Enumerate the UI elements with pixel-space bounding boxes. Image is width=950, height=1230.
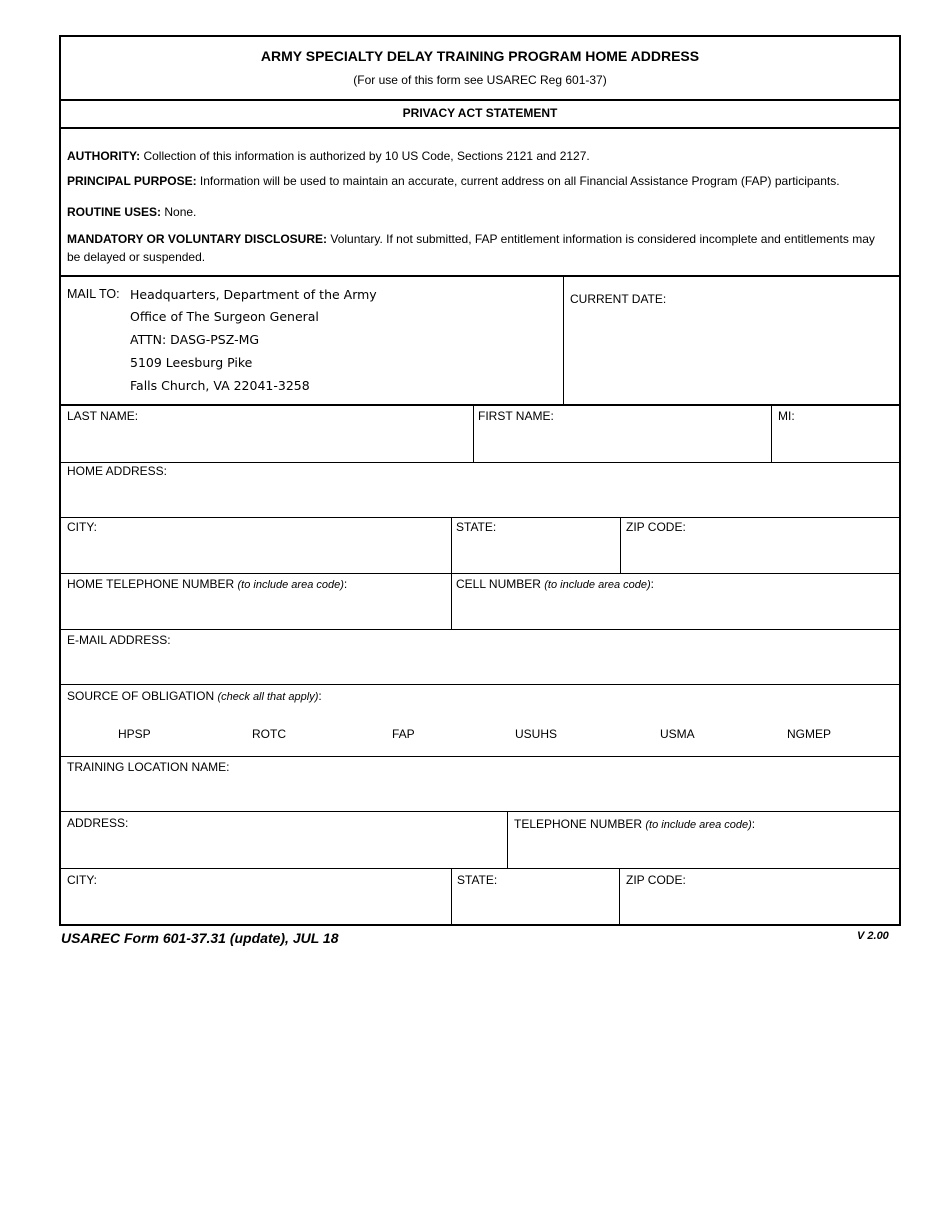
- cell-label: [456, 577, 654, 591]
- divider: [619, 869, 620, 924]
- source-label: [67, 689, 322, 703]
- home-phone-input[interactable]: [63, 593, 449, 627]
- option-usuhs[interactable]: USUHS: [515, 727, 558, 741]
- mail-to-label: MAIL TO:: [67, 287, 120, 301]
- divider: [61, 127, 899, 129]
- divider: [507, 812, 508, 869]
- divider: [61, 462, 899, 463]
- source-colon: :: [318, 689, 322, 703]
- zip-label: ZIP CODE:: [626, 520, 686, 534]
- telephone-label-text: TELEPHONE NUMBER: [514, 817, 643, 831]
- divider: [473, 405, 474, 462]
- option-hpsp[interactable]: HPSP: [118, 727, 151, 741]
- email-input[interactable]: [63, 649, 897, 682]
- zip2-input[interactable]: [622, 889, 897, 922]
- current-date-field[interactable]: [566, 307, 899, 403]
- mail-line-1: Headquarters, Department of the Army: [130, 287, 377, 302]
- divider: [620, 518, 621, 574]
- telephone-label: [514, 817, 755, 831]
- state2-input[interactable]: [454, 889, 617, 922]
- form-subtitle: (For use of this form see USAREC Reg 601-37): [353, 73, 607, 87]
- divider: [61, 573, 899, 574]
- address-label: ADDRESS:: [67, 816, 129, 830]
- zip2-label: ZIP CODE:: [626, 873, 686, 887]
- divider: [451, 574, 452, 629]
- city2-input[interactable]: [63, 889, 450, 922]
- divider: [61, 517, 899, 518]
- authority-line: [67, 149, 590, 163]
- divider: [61, 684, 899, 685]
- divider: [61, 275, 899, 277]
- state-input[interactable]: [454, 536, 618, 572]
- telephone-note: (to include area code): [645, 819, 752, 831]
- purpose-line: [67, 174, 840, 188]
- divider: [61, 404, 899, 406]
- purpose-text: Information will be used to maintain an accurate, current address on all Financial Assistance Program (FAP) participants.: [199, 174, 840, 188]
- authority-text: Collection of this information is authorized by 10 US Code, Sections 2121 and 2127.: [143, 149, 590, 163]
- divider: [61, 629, 899, 630]
- divider: [563, 276, 564, 404]
- address-form: [59, 35, 901, 926]
- first-name-label: FIRST NAME:: [478, 409, 554, 423]
- disclosure-text: Voluntary. If not submitted, FAP entitlement information is considered incomplete and entitlements may: [330, 232, 875, 246]
- last-name-label: LAST NAME:: [67, 409, 139, 423]
- email-label: E-MAIL ADDRESS:: [67, 633, 171, 647]
- option-usma[interactable]: USMA: [660, 727, 695, 741]
- home-phone-colon: :: [343, 577, 348, 591]
- divider: [61, 756, 899, 757]
- option-rotc[interactable]: ROTC: [252, 727, 286, 741]
- cell-note: (to include area code): [544, 579, 651, 591]
- disclosure-label: MANDATORY OR VOLUNTARY DISCLOSURE:: [67, 232, 328, 246]
- divider: [61, 868, 899, 869]
- mi-label: MI:: [778, 409, 795, 423]
- zip-input[interactable]: [623, 536, 897, 572]
- divider: [451, 869, 452, 924]
- form-title: ARMY SPECIALTY DELAY TRAINING PROGRAM HOME ADDRESS: [260, 48, 700, 64]
- home-phone-label: [67, 577, 347, 591]
- mail-line-2: Office of The Surgeon General: [130, 309, 319, 324]
- telephone-colon: :: [751, 817, 756, 831]
- routine-text: None.: [164, 205, 197, 219]
- address-input[interactable]: [63, 832, 505, 867]
- privacy-heading: PRIVACY ACT STATEMENT: [402, 106, 558, 120]
- divider: [61, 811, 899, 812]
- last-name-input[interactable]: [63, 425, 471, 461]
- home-phone-note: (to include area code): [237, 579, 344, 591]
- state2-label: STATE:: [457, 873, 498, 887]
- telephone-input[interactable]: [510, 833, 897, 867]
- first-name-input[interactable]: [476, 425, 770, 461]
- divider: [61, 99, 899, 101]
- home-phone-label-text: HOME TELEPHONE NUMBER: [67, 577, 235, 591]
- option-ngmep[interactable]: NGMEP: [787, 727, 832, 741]
- city-input[interactable]: [63, 536, 449, 572]
- form-version: V 2.00: [857, 930, 889, 942]
- home-address-input[interactable]: [63, 480, 897, 515]
- city-label: CITY:: [67, 520, 98, 534]
- source-note: (check all that apply): [217, 691, 319, 703]
- state-label: STATE:: [456, 520, 497, 534]
- mail-line-5: Falls Church, VA 22041-3258: [130, 378, 310, 393]
- training-location-input[interactable]: [63, 776, 897, 810]
- training-location-label: TRAINING LOCATION NAME:: [67, 760, 230, 774]
- city2-label: CITY:: [67, 873, 98, 887]
- mail-line-4: 5109 Leesburg Pike: [130, 355, 253, 370]
- home-address-label: HOME ADDRESS:: [67, 464, 168, 478]
- cell-label-text: CELL NUMBER: [456, 577, 541, 591]
- current-date-label: CURRENT DATE:: [570, 292, 667, 306]
- routine-label: ROUTINE USES:: [67, 205, 162, 219]
- disclosure-line: [67, 232, 875, 246]
- purpose-label: PRINCIPAL PURPOSE:: [67, 174, 197, 188]
- authority-label: AUTHORITY:: [67, 149, 141, 163]
- form-id: USAREC Form 601-37.31 (update), JUL 18: [61, 930, 339, 946]
- mi-input[interactable]: [774, 425, 898, 461]
- option-fap[interactable]: FAP: [392, 727, 415, 741]
- mail-line-3: ATTN: DASG-PSZ-MG: [130, 332, 260, 347]
- routine-line: [67, 205, 196, 219]
- source-label-text: SOURCE OF OBLIGATION: [67, 689, 215, 703]
- cell-colon: :: [650, 577, 655, 591]
- divider: [451, 518, 452, 574]
- divider: [771, 405, 772, 462]
- disclosure-text-cont: be delayed or suspended.: [67, 250, 206, 264]
- cell-input[interactable]: [454, 593, 897, 627]
